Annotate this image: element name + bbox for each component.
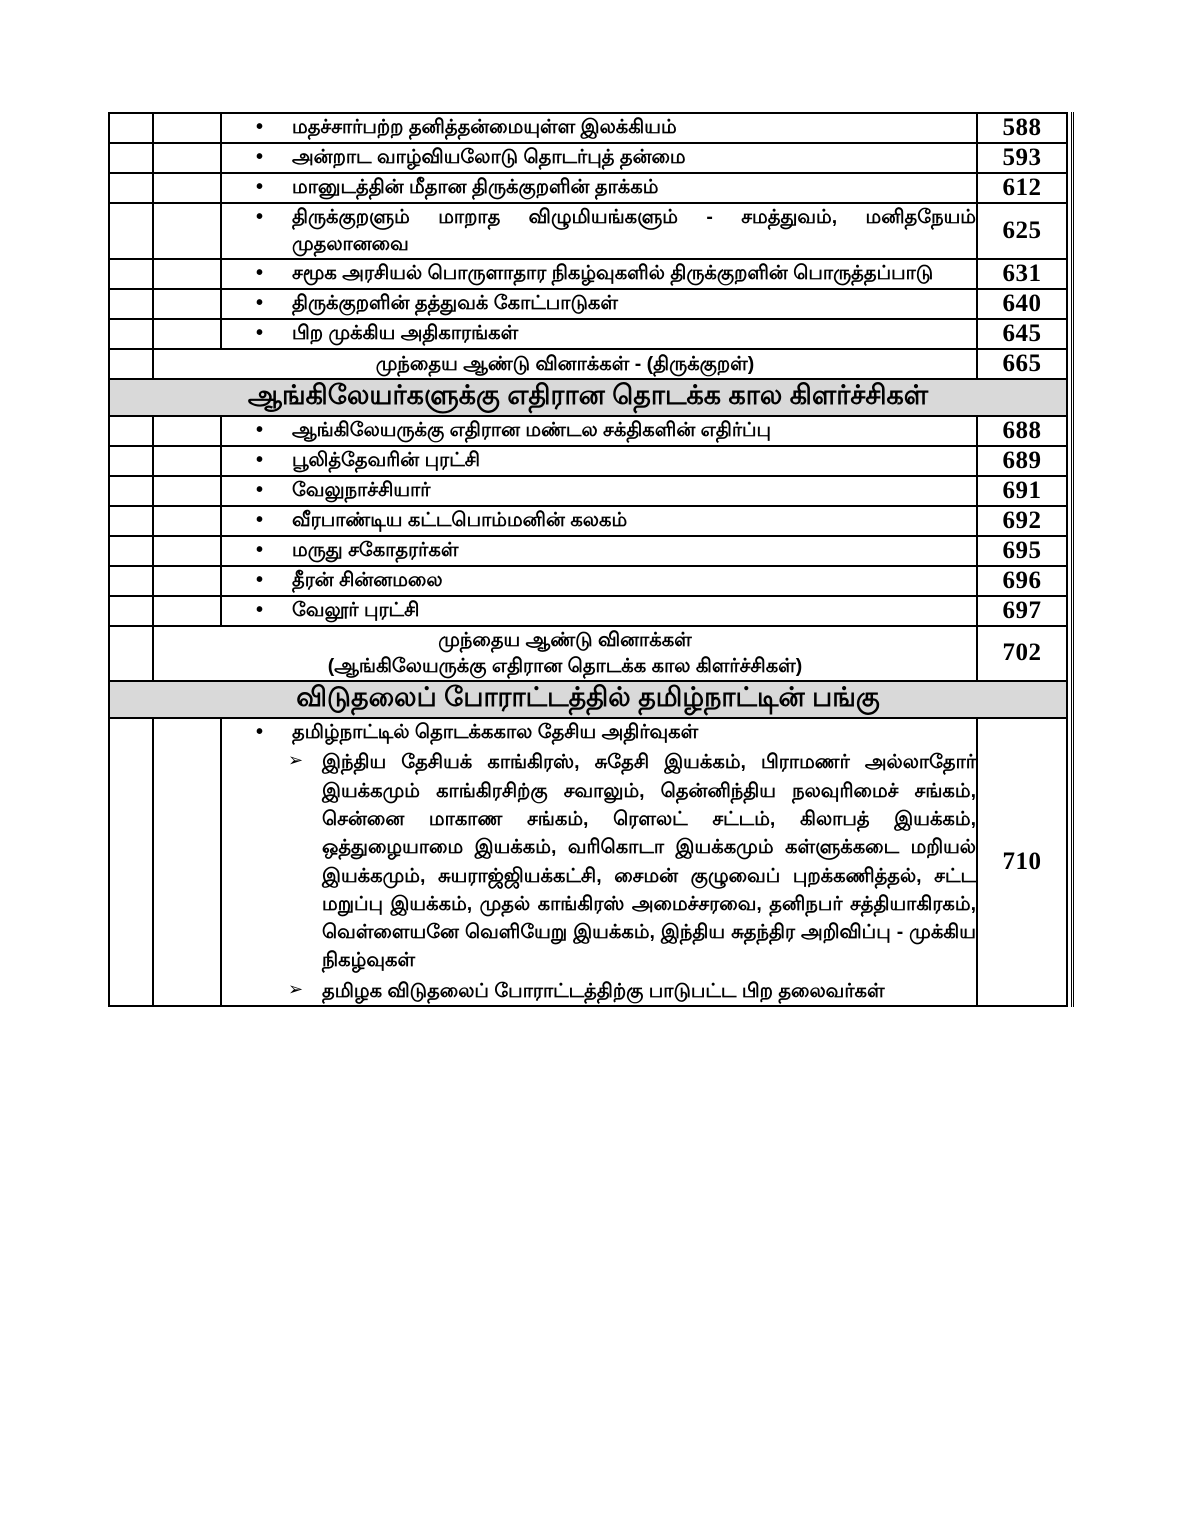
spacer-cell-level2	[153, 566, 221, 596]
previous-year-questions-label: முந்தைய ஆண்டு வினாக்கள் - (திருக்குறள்)	[153, 349, 977, 379]
table-row	[109, 446, 1067, 476]
topic-cell	[221, 143, 977, 173]
previous-year-questions-line1: முந்தைய ஆண்டு வினாக்கள்	[438, 628, 692, 651]
spacer-cell-level1	[109, 506, 153, 536]
page-number: 696	[977, 566, 1067, 596]
bullet-icon: •	[256, 720, 264, 743]
page-number: 588	[977, 113, 1067, 143]
spacer-cell-level2	[153, 203, 221, 259]
spacer-cell-level2	[153, 536, 221, 566]
topic-cell	[221, 566, 977, 596]
sub-topic-label: தமிழக விடுதலைப் போராட்டத்திற்கு பாடுபட்ட பிற தலைவர்கள்	[322, 979, 885, 1002]
section-title: ஆங்கிலேயர்களுக்கு எதிரான தொடக்க கால கிளர்ச்சிகள்	[109, 379, 1067, 416]
spacer-cell-level1	[109, 718, 153, 1006]
bullet-icon: •	[256, 539, 264, 562]
table-row	[109, 626, 1067, 681]
spacer-cell-level1	[109, 416, 153, 446]
page-number: 612	[977, 173, 1067, 203]
arrow-bullet-icon: ➢	[288, 978, 304, 999]
bullet-icon: •	[256, 262, 264, 285]
topic-label: வீரபாண்டிய கட்டபொம்மனின் கலகம்	[292, 509, 628, 532]
topic-label: பிற முக்கிய அதிகாரங்கள்	[292, 322, 519, 345]
spacer-cell-level1	[109, 446, 153, 476]
bullet-icon: •	[256, 292, 264, 315]
bullet-icon: •	[256, 479, 264, 502]
topic-cell	[221, 289, 977, 319]
spacer-cell-level1	[109, 173, 153, 203]
bullet-icon: •	[256, 599, 264, 622]
section-title: விடுதலைப் போராட்டத்தில் தமிழ்நாட்டின் பங்கு	[109, 681, 1067, 718]
spacer-cell-level1	[109, 566, 153, 596]
topic-cell	[221, 506, 977, 536]
spacer-cell-level2	[153, 416, 221, 446]
topic-label: தீரன் சின்னமலை	[292, 569, 443, 592]
table-row	[109, 143, 1067, 173]
topic-label: திருக்குறளும் மாறாத விழுமியங்களும் - சமத்துவம், மனிதநேயம் முதலானவை	[292, 206, 976, 255]
table-row	[109, 476, 1067, 506]
table-row	[109, 596, 1067, 626]
topic-label: மருது சகோதரர்கள்	[292, 539, 459, 562]
topic-cell	[221, 113, 977, 143]
topic-label: வேலூர் புரட்சி	[292, 599, 420, 622]
topic-label: ஆங்கிலேயருக்கு எதிரான மண்டல சக்திகளின் எதிர்ப்பு	[292, 419, 772, 442]
table-row	[109, 349, 1067, 379]
bullet-icon: •	[256, 206, 264, 228]
page-number: 695	[977, 536, 1067, 566]
bullet-icon: •	[256, 322, 264, 345]
previous-year-questions-block	[153, 626, 977, 681]
topic-label: சமூக அரசியல் பொருளாதார நிகழ்வுகளில் திருக்குறளின் பொருத்தப்பாடு	[292, 262, 934, 285]
page-number: 710	[977, 718, 1067, 1006]
bullet-icon: •	[256, 509, 264, 532]
page-number: 691	[977, 476, 1067, 506]
toc-table-wrapper	[108, 112, 1074, 1007]
topic-cell	[221, 259, 977, 289]
table-row	[109, 289, 1067, 319]
page-number: 631	[977, 259, 1067, 289]
table-row	[109, 113, 1067, 143]
spacer-cell-level1	[109, 596, 153, 626]
page-number: 645	[977, 319, 1067, 349]
previous-year-questions-line2: (ஆங்கிலேயருக்கு எதிரான தொடக்க கால கிளர்ச்சிகள்)	[327, 655, 803, 678]
spacer-cell-level2	[153, 319, 221, 349]
topic-cell	[221, 203, 977, 259]
spacer-cell-level2	[153, 446, 221, 476]
topic-cell	[221, 319, 977, 349]
spacer-cell-level1	[109, 143, 153, 173]
table-row	[109, 416, 1067, 446]
page-number: 665	[977, 349, 1067, 379]
table-row	[109, 718, 1067, 1006]
bullet-icon: •	[256, 419, 264, 442]
topic-label: திருக்குறளின் தத்துவக் கோட்பாடுகள்	[292, 292, 618, 315]
spacer-cell-level1	[109, 476, 153, 506]
topic-label: மானுடத்தின் மீதான திருக்குறளின் தாக்கம்	[292, 176, 659, 199]
page-number: 692	[977, 506, 1067, 536]
topic-cell	[221, 596, 977, 626]
topic-cell	[221, 416, 977, 446]
section-header-row	[109, 379, 1067, 416]
topic-label: அன்றாட வாழ்வியலோடு தொடர்புத் தன்மை	[292, 146, 686, 169]
topic-label: மதச்சார்பற்ற தனித்தன்மையுள்ள இலக்கியம்	[292, 116, 677, 139]
table-row	[109, 259, 1067, 289]
page-number: 593	[977, 143, 1067, 173]
spacer-cell-level1	[109, 319, 153, 349]
page-number: 625	[977, 203, 1067, 259]
bullet-icon: •	[256, 146, 264, 169]
page-number: 640	[977, 289, 1067, 319]
table-of-contents	[108, 112, 1068, 1007]
topic-cell	[221, 718, 977, 1006]
spacer-cell-level1	[109, 536, 153, 566]
spacer-cell-level2	[153, 173, 221, 203]
spacer-cell-level2	[153, 506, 221, 536]
page-number: 702	[977, 626, 1067, 681]
sub-topic-label: இந்திய தேசியக் காங்கிரஸ், சுதேசி இயக்கம், பிராமணர் அல்லாதோர் இயக்கமும் காங்கிரசிற்கு சவாலும், தென்னிந்திய நலவுரிமைச் சங்கம், சென்னை மாகாண சங்கம், ரெளலட் சட்டம், கிலாபத் இயக்கம், ஒத்துழையாமை இயக்கம், வரிகொடா இயக்கமும் கள்ளுக்கடை மறியல் இயக்கமும், சுயராஜ்ஜியக்கட்சி, சைமன் குழுவைப் புறக்கணித்தல், சட்ட மறுப்பு இயக்கம், முதல் காங்கிரஸ் அமைச்சரவை, தனிநபர் சத்தியாகிரகம், வெள்ளையனே வெளியேறு இயக்கம், இந்திய சுதந்திர அறிவிப்பு - முக்கிய நிகழ்வுகள்	[322, 751, 976, 972]
spacer-cell-level1	[109, 203, 153, 259]
bullet-icon: •	[256, 569, 264, 592]
bullet-icon: •	[256, 176, 264, 199]
table-row	[109, 566, 1067, 596]
table-row	[109, 319, 1067, 349]
topic-label: வேலுநாச்சியார்	[292, 479, 431, 502]
spacer-cell-level2	[153, 289, 221, 319]
arrow-bullet-icon: ➢	[288, 750, 304, 771]
spacer-cell-level2	[153, 596, 221, 626]
table-row	[109, 203, 1067, 259]
spacer-cell-level1	[109, 289, 153, 319]
spacer-cell-level2	[153, 143, 221, 173]
section-header-row	[109, 681, 1067, 718]
spacer-cell-level1	[109, 259, 153, 289]
spacer-cell-level1	[109, 113, 153, 143]
bullet-icon: •	[256, 116, 264, 139]
topic-cell	[221, 536, 977, 566]
topic-label: பூலித்தேவரின் புரட்சி	[292, 449, 481, 472]
spacer-cell-level2	[153, 476, 221, 506]
table-row	[109, 173, 1067, 203]
topic-cell	[221, 476, 977, 506]
topic-cell	[221, 446, 977, 476]
spacer-cell-level2	[153, 259, 221, 289]
page-number: 697	[977, 596, 1067, 626]
topic-label: தமிழ்நாட்டில் தொடக்ககால தேசிய அதிர்வுகள்	[292, 720, 699, 743]
table-row	[109, 506, 1067, 536]
spacer-cell-level1	[109, 626, 153, 681]
page-number: 689	[977, 446, 1067, 476]
spacer-cell-level2	[153, 718, 221, 1006]
bullet-icon: •	[256, 449, 264, 472]
topic-cell	[221, 173, 977, 203]
table-row	[109, 536, 1067, 566]
spacer-cell-level1	[109, 349, 153, 379]
spacer-cell-level2	[153, 113, 221, 143]
page-number: 688	[977, 416, 1067, 446]
